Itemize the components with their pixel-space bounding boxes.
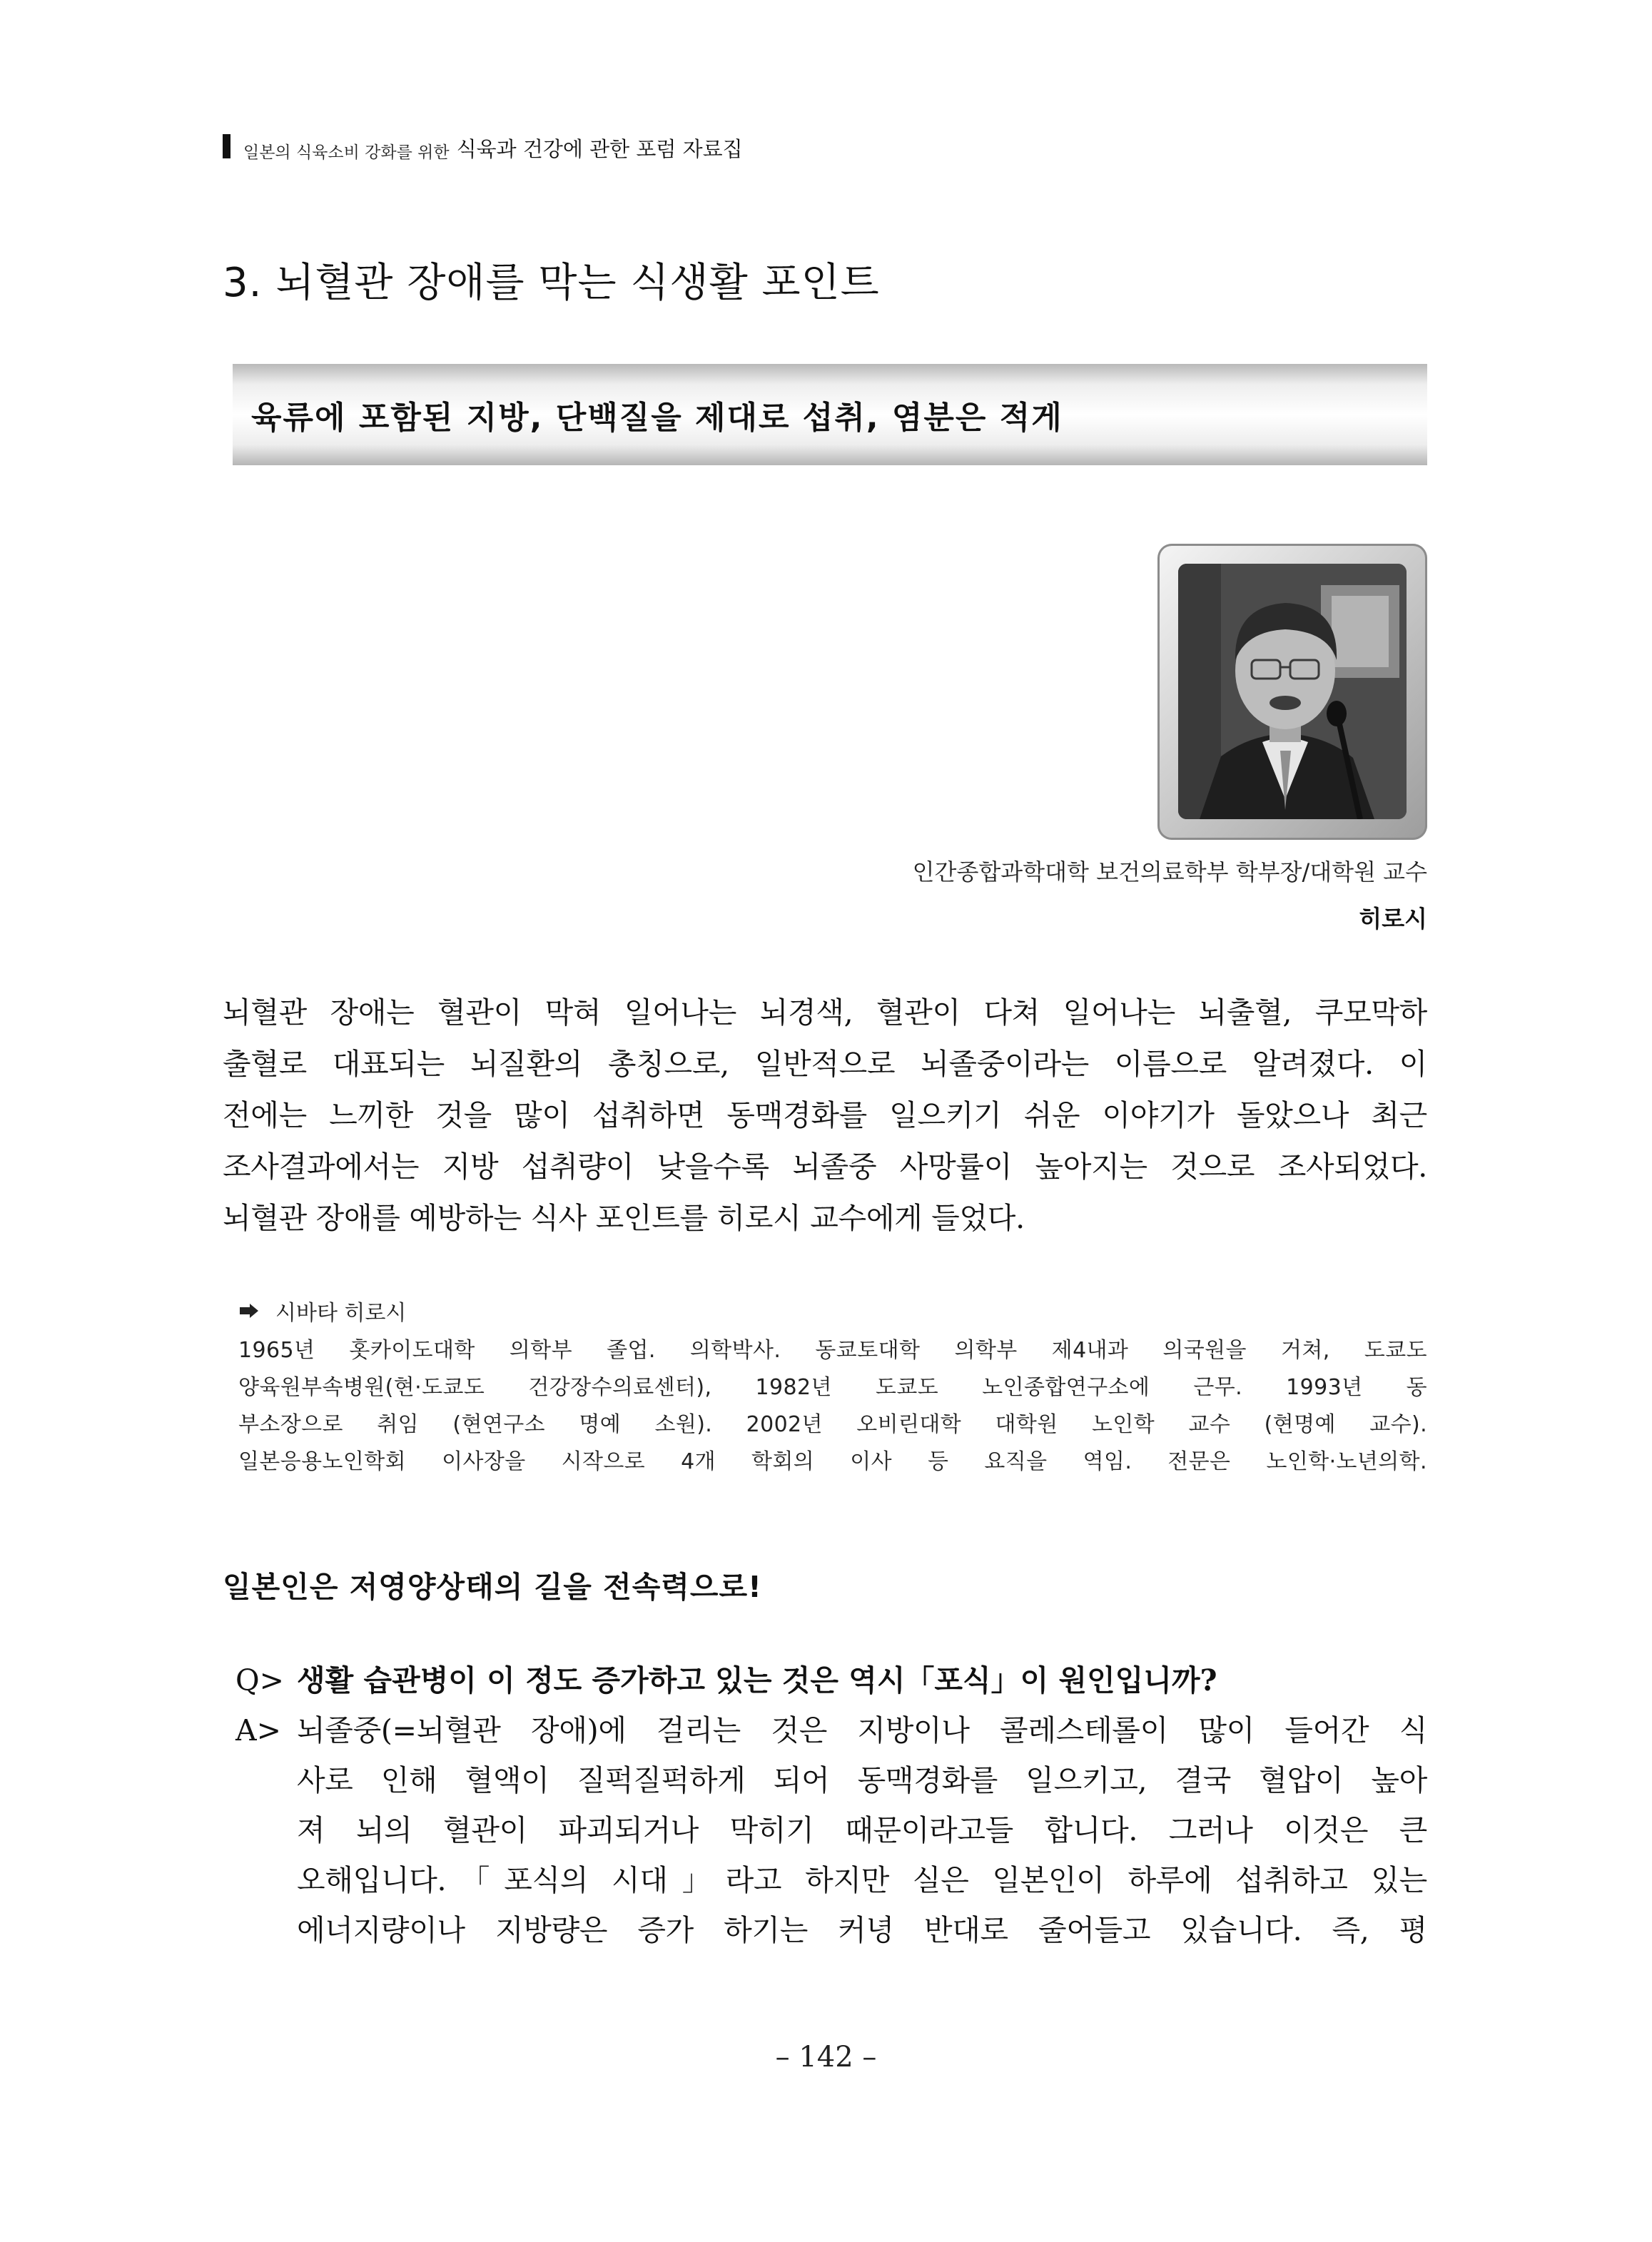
profile-line: 일본응용노인학회 이사장을 시작으로 4개 학회의 이사 등 요직을 역임. 전문은 노인학·노년의학. — [238, 1449, 1427, 1474]
qa-block — [235, 1655, 1427, 1955]
profile-body — [238, 1332, 1427, 1481]
header-subtitle: 일본의 식육소비 강화를 위한 — [243, 143, 450, 162]
profile-line: 부소장으로 취임 (현연구소 명예 소원). 2002년 오비린대학 대학원 노인학 교수 (현명예 교수). — [238, 1412, 1427, 1437]
page-number: – 142 – — [775, 2041, 877, 2074]
author-name: 히로시 — [1359, 905, 1427, 933]
answer-line: 사로 인해 혈액이 질퍽질퍽하게 되어 동맥경화를 일으키고, 결국 혈압이 높아 — [297, 1763, 1427, 1797]
question-text: 생활 습관병이 이 정도 증가하고 있는 것은 역시「포식」이 원인입니까? — [297, 1663, 1217, 1698]
intro-paragraph — [223, 987, 1427, 1244]
answer-line: 오해입니다.「포식의 시대」라고 하지만 실은 일본인이 하루에 섭취하고 있는 — [297, 1863, 1427, 1897]
intro-line: 전에는 느끼한 것을 많이 섭취하면 동맥경화를 일으키기 쉬운 이야기가 돌았으나 최근 — [223, 1098, 1427, 1132]
intro-line: 조사결과에서는 지방 섭취량이 낮을수록 뇌졸중 사망률이 높아지는 것으로 조사되었다. — [223, 1150, 1427, 1184]
author-affiliation: 인간종합과학대학 보건의료학부 학부장/대학원 교수 — [912, 858, 1427, 886]
portrait-illustration — [1178, 564, 1407, 819]
question-prefix: Q> — [235, 1663, 284, 1698]
answer-text — [297, 1705, 1427, 1955]
intro-line: 뇌혈관 장애는 혈관이 막혀 일어나는 뇌경색, 혈관이 다쳐 일어나는 뇌출혈, 쿠모막하 — [223, 995, 1427, 1030]
subtitle-banner — [233, 364, 1427, 465]
answer-line: 에너지량이나 지방량은 증가 하기는 커녕 반대로 줄어들고 있습니다. 즉, 평 — [297, 1913, 1427, 1947]
running-header — [223, 130, 743, 163]
answer-line: 뇌졸중(=뇌혈관 장애)에 걸리는 것은 지방이나 콜레스테롤이 많이 들어간 식 — [297, 1713, 1427, 1748]
profile-line: 1965년 홋카이도대학 의학부 졸업. 의학박사. 동쿄토대학 의학부 제4내과 의국원을 거쳐, 도쿄도 — [238, 1338, 1427, 1363]
profile-heading — [238, 1295, 406, 1327]
arrow-right-icon — [238, 1303, 260, 1319]
answer-line: 져 뇌의 혈관이 파괴되거나 막히기 때문이라고들 합니다. 그러나 이것은 큰 — [297, 1813, 1427, 1847]
profile-name: 시바타 히로시 — [275, 1301, 407, 1326]
profile-line: 양육원부속병원(현·도쿄도 건강장수의료센터), 1982년 도쿄도 노인종합연구소에 근무. 1993년 동 — [238, 1375, 1427, 1400]
answer-prefix: A> — [235, 1713, 281, 1748]
intro-line: 뇌혈관 장애를 예방하는 식사 포인트를 히로시 교수에게 들었다. — [223, 1201, 1025, 1235]
answer-row — [235, 1705, 1427, 1955]
question-row — [235, 1655, 1427, 1705]
header-title: 식육과 건강에 관한 포럼 자료집 — [456, 137, 743, 161]
qa-heading: 일본인은 저영양상태의 길을 전속력으로! — [223, 1570, 762, 1604]
author-portrait — [1178, 564, 1407, 819]
section-title: 3. 뇌혈관 장애를 막는 식생활 포인트 — [223, 260, 880, 306]
header-bar-marker — [223, 134, 230, 158]
subtitle-text: 육류에 포함된 지방, 단백질을 제대로 섭취, 염분은 적게 — [251, 400, 1063, 436]
intro-line: 출혈로 대표되는 뇌질환의 총칭으로, 일반적으로 뇌졸중이라는 이름으로 알려졌다. 이 — [223, 1047, 1427, 1081]
